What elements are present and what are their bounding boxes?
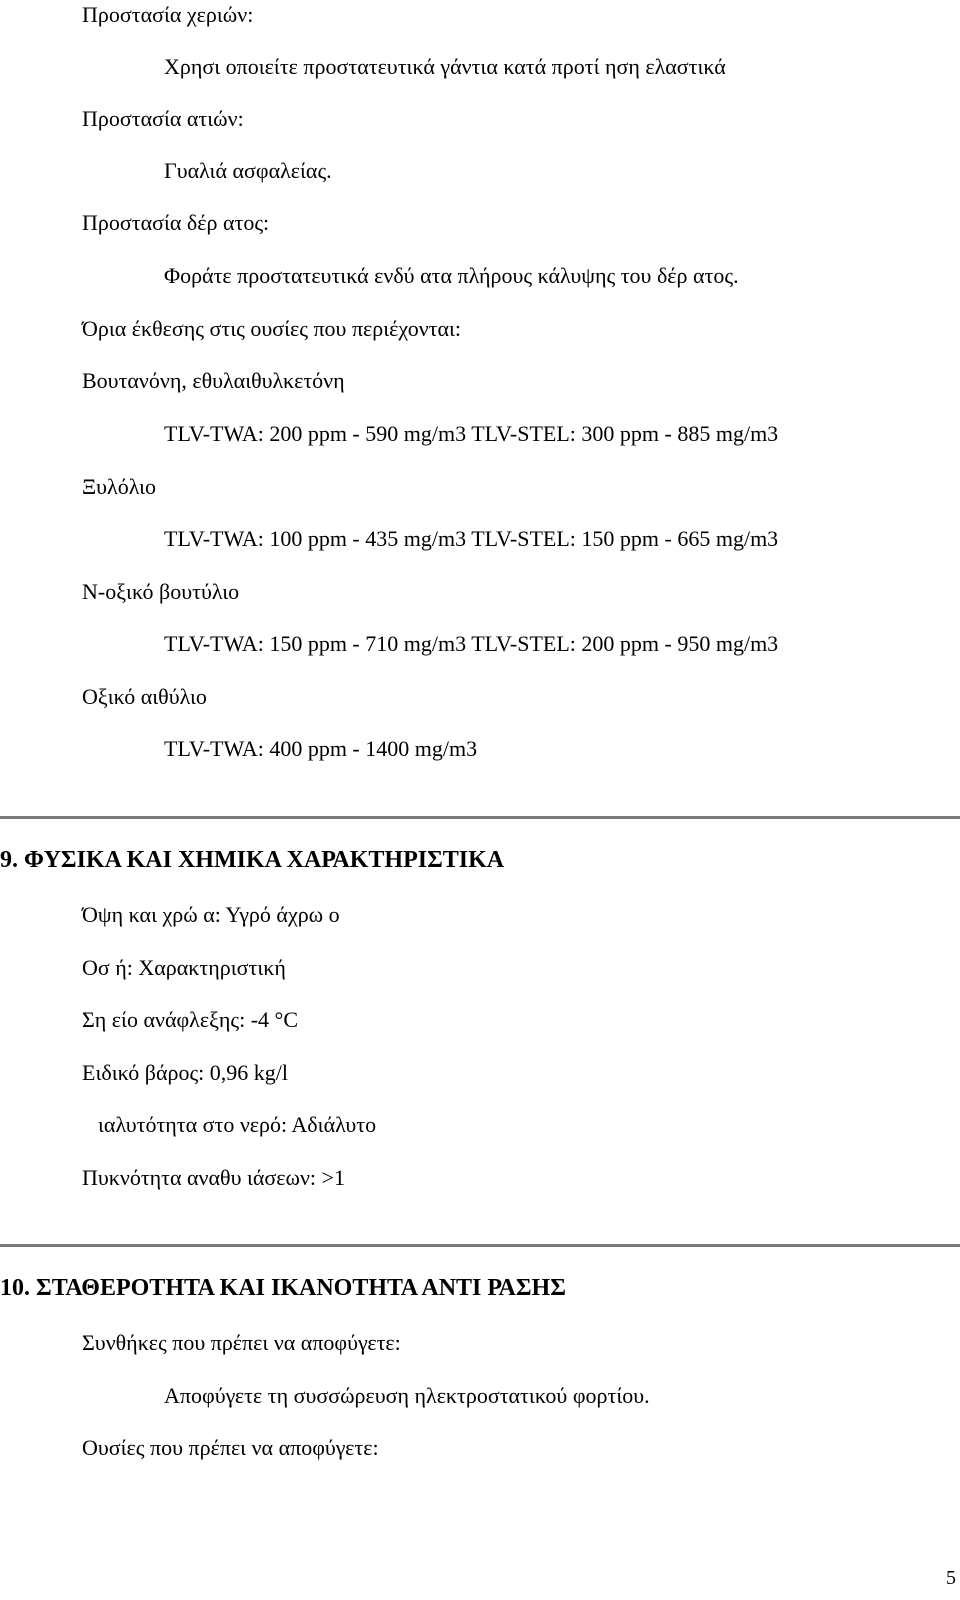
conditions-to-avoid-text: Αποφύγετε τη συσσώρευση ηλεκτροστατικού φορτίου. (164, 1383, 650, 1408)
skin-protection-text: Φοράτε προστατευτικά ενδύ ατα πλήρους κάλυψης του δέρ ατος. (164, 263, 739, 288)
substance-name-butanone: Βουτανόνη, εθυλαιθυλκετόνη (82, 368, 345, 393)
eye-protection-label: Προστασία ατιών: (82, 106, 244, 131)
hand-protection-label: Προστασία χεριών: (82, 2, 254, 27)
substance-limits-ethyl-acetate: TLV-TWA: 400 ppm - 1400 mg/m3 (164, 736, 478, 761)
substance-limits-xylene: TLV-TWA: 100 ppm - 435 mg/m3 TLV-STEL: 150 ppm - 665 mg/m3 (164, 526, 779, 551)
substance-limits-butanone: TLV-TWA: 200 ppm - 590 mg/m3 TLV-STEL: 300 ppm - 885 mg/m3 (164, 421, 779, 446)
exposure-limits-label: Όρια έκθεσης στις ουσίες που περιέχονται: (82, 316, 462, 341)
property-specific-gravity: Ειδικό βάρος: 0,96 kg/l (82, 1060, 288, 1085)
page-number: 5 (946, 1567, 956, 1589)
hand-protection-text: Χρησι οποιείτε προστατευτικά γάντια κατά προτί ηση ελαστικά (164, 54, 726, 79)
substance-limits-butyl-acetate: TLV-TWA: 150 ppm - 710 mg/m3 TLV-STEL: 200 ppm - 950 mg/m3 (164, 631, 779, 656)
eye-protection-text: Γυαλιά ασφαλείας. (164, 158, 332, 183)
section-9-heading: 9. ΦΥΣΙΚΑ ΚΑΙ ΧΗΜΙΚΑ ΧΑΡΑΚΤΗΡΙΣΤΙΚΑ (0, 847, 505, 873)
substance-name-butyl-acetate: Ν-οξικό βουτύλιο (82, 579, 240, 604)
property-flash-point: Ση είο ανάφλεξης: -4 °C (82, 1007, 299, 1032)
property-odor: Οσ ή: Χαρακτηριστική (82, 955, 286, 980)
property-water-solubility: ιαλυτότητα στο νερό: Αδιάλυτο (98, 1112, 377, 1137)
section-divider (0, 1244, 960, 1247)
property-appearance: Όψη και χρώ α: Υγρό άχρω ο (82, 902, 340, 927)
conditions-to-avoid-label: Συνθήκες που πρέπει να αποφύγετε: (82, 1330, 401, 1355)
substance-name-xylene: Ξυλόλιο (82, 474, 157, 499)
section-divider (0, 816, 960, 819)
substances-to-avoid-label: Ουσίες που πρέπει να αποφύγετε: (82, 1435, 379, 1460)
property-vapor-density: Πυκνότητα αναθυ ιάσεων: >1 (82, 1165, 345, 1190)
substance-name-ethyl-acetate: Οξικό αιθύλιο (82, 684, 207, 709)
skin-protection-label: Προστασία δέρ ατος: (82, 210, 270, 235)
section-10-heading: 10. ΣΤΑΘΕΡΟΤΗΤΑ ΚΑΙ ΙΚΑΝΟΤΗΤΑ ΑΝΤΙ ΡΑΣΗΣ (0, 1275, 566, 1301)
